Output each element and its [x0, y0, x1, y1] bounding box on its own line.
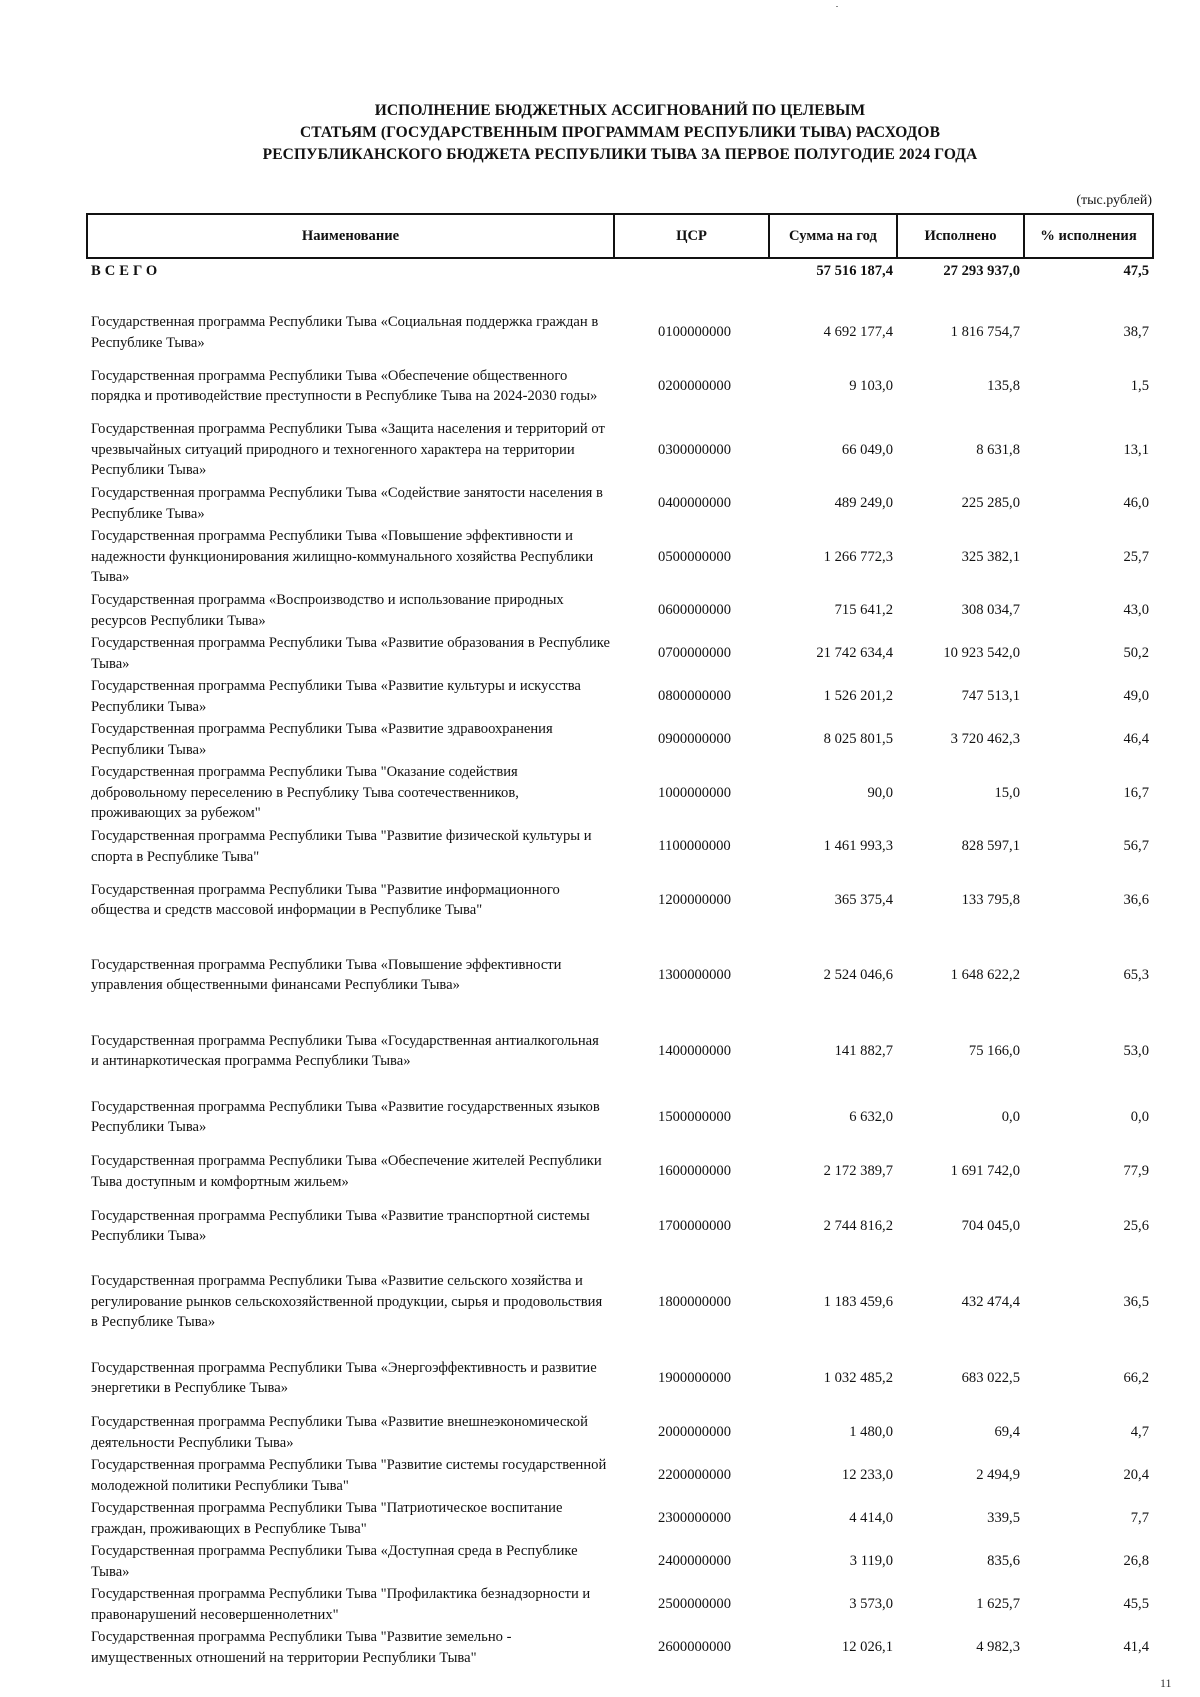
table-row	[87, 1626, 1153, 1669]
program-executed: 325 382,1	[961, 548, 1020, 565]
program-executed: 308 034,7	[961, 602, 1020, 619]
program-executed: 1 691 742,0	[950, 1163, 1020, 1180]
table-row	[87, 1084, 1153, 1150]
program-sum: 12 026,1	[841, 1639, 893, 1656]
table-row	[87, 418, 1153, 482]
program-name: Государственная программа Республики Тыва "Профилактика безнадзорности и правонарушений несовершеннолетних"	[91, 1586, 591, 1623]
program-sum: 1 266 772,3	[823, 548, 893, 565]
table-row	[87, 1018, 1153, 1084]
program-executed: 339,5	[987, 1510, 1020, 1527]
program-executed: 2 494,9	[976, 1467, 1020, 1484]
program-code: 2400000000	[658, 1553, 731, 1570]
program-name: Государственная программа Республики Тыва «Энергоэффективность и развитие энергетики в Республике Тыва»	[91, 1359, 597, 1396]
program-code: 0400000000	[658, 495, 731, 512]
program-sum: 2 172 389,7	[823, 1163, 893, 1180]
program-percent: 43,0	[1123, 602, 1149, 619]
program-sum: 1 526 201,2	[823, 688, 893, 705]
program-code: 0800000000	[658, 688, 731, 705]
program-name: Государственная программа Республики Тыва "Развитие системы государственной молодежной политики Республики Тыва"	[91, 1457, 607, 1494]
program-code: 1500000000	[658, 1108, 731, 1125]
program-percent: 7,7	[1130, 1510, 1149, 1527]
program-name: Государственная программа Республики Тыва "Развитие физической культуры и спорта в Республике Тыва"	[91, 828, 592, 865]
table-row	[87, 632, 1153, 675]
header-percent: % исполнения	[1024, 214, 1153, 258]
program-name: Государственная программа Республики Тыва "Развитие информационного общества и средств массовой информации в Республике Тыва"	[91, 881, 560, 918]
program-code: 2200000000	[658, 1467, 731, 1484]
program-executed: 10 923 542,0	[943, 645, 1020, 662]
page-mark: 11	[1160, 1676, 1172, 1690]
program-name: Государственная программа Республики Тыва «Развитие сельского хозяйства и регулирование рынков сельскохозяйственной продукции, сырья и продовольствия в Республике Тыва»	[91, 1273, 603, 1331]
program-code: 0300000000	[658, 441, 731, 458]
program-name: Государственная программа Республики Тыва "Патриотическое воспитание граждан, проживающих в Республике Тыва"	[91, 1500, 563, 1537]
program-name: Государственная программа Республики Тыва «Развитие здравоохранения Республики Тыва»	[91, 721, 553, 758]
program-code: 1000000000	[658, 784, 731, 801]
program-name: Государственная программа Республики Тыва «Защита населения и территорий от чрезвычайных ситуаций природного и техногенного характера на территории Республики Тыва»	[91, 421, 605, 479]
program-sum: 4 414,0	[849, 1510, 893, 1527]
program-sum: 3 573,0	[849, 1596, 893, 1613]
program-code: 2600000000	[658, 1639, 731, 1656]
program-sum: 2 744 816,2	[823, 1217, 893, 1234]
program-sum: 141 882,7	[834, 1042, 893, 1059]
program-percent: 65,3	[1123, 966, 1149, 983]
table-row	[87, 932, 1153, 1018]
program-name: Государственная программа Республики Тыва «Доступная среда в Республике Тыва»	[91, 1543, 578, 1580]
program-executed: 747 513,1	[961, 688, 1020, 705]
scan-artifact	[836, 6, 838, 7]
program-code: 1700000000	[658, 1217, 731, 1234]
program-percent: 25,7	[1123, 548, 1149, 565]
program-sum: 2 524 046,6	[823, 966, 893, 983]
total-percent: 47,5	[1123, 263, 1149, 279]
table-row	[87, 1497, 1153, 1540]
program-executed: 1 625,7	[976, 1596, 1020, 1613]
program-percent: 36,6	[1123, 891, 1149, 908]
program-name: Государственная программа Республики Тыва «Развитие государственных языков Республики Тыва»	[91, 1098, 600, 1135]
table-row	[87, 825, 1153, 868]
program-percent: 13,1	[1123, 441, 1149, 458]
table-row	[87, 718, 1153, 761]
total-name: ВСЕГО	[91, 263, 162, 279]
program-name: Государственная программа Республики Тыва «Развитие культуры и искусства Республики Тыва»	[91, 678, 581, 715]
program-sum: 1 183 459,6	[823, 1293, 893, 1310]
program-code: 0900000000	[658, 731, 731, 748]
program-name: Государственная программа Республики Тыва «Государственная антиалкогольная и антинаркотическая программа Республики Тыва»	[91, 1032, 599, 1069]
program-sum: 4 692 177,4	[823, 324, 893, 341]
title-line-3: РЕСПУБЛИКАНСКОГО БЮДЖЕТА РЕСПУБЛИКИ ТЫВА ЗА ПЕРВОЕ ПОЛУГОДИЕ 2024 ГОДА	[262, 146, 978, 163]
program-executed: 1 648 622,2	[950, 966, 1020, 983]
program-name: Государственная программа Республики Тыва «Развитие транспортной системы Республики Тыва»	[91, 1207, 590, 1244]
program-percent: 49,0	[1123, 688, 1149, 705]
program-percent: 38,7	[1123, 324, 1149, 341]
table-row	[87, 1454, 1153, 1497]
table-row	[87, 1150, 1153, 1193]
program-percent: 53,0	[1123, 1042, 1149, 1059]
program-percent: 4,7	[1130, 1424, 1149, 1441]
program-name: Государственная программа Республики Тыва "Оказание содействия добровольному переселению в Республику Тыва соотечественников, проживающих за рубежом"	[91, 764, 519, 822]
program-sum: 90,0	[867, 784, 893, 801]
program-percent: 77,9	[1123, 1163, 1149, 1180]
program-percent: 25,6	[1123, 1217, 1149, 1234]
program-sum: 3 119,0	[849, 1553, 893, 1570]
program-sum: 489 249,0	[834, 495, 893, 512]
program-executed: 704 045,0	[961, 1217, 1020, 1234]
program-code: 1800000000	[658, 1293, 731, 1310]
total-code	[614, 258, 769, 287]
program-executed: 683 022,5	[961, 1369, 1020, 1386]
document-title	[0, 100, 1200, 166]
program-code: 0600000000	[658, 602, 731, 619]
total-sum: 57 516 187,4	[816, 263, 893, 279]
program-name: Государственная программа Республики Тыва «Повышение эффективности и надежности функционирования жилищно-коммунального хозяйства Республики Тыва»	[91, 528, 594, 586]
header-name: Наименование	[87, 214, 614, 258]
program-executed: 75 166,0	[968, 1042, 1020, 1059]
header-executed: Исполнено	[897, 214, 1024, 258]
total-row	[87, 258, 1153, 287]
program-code: 1200000000	[658, 891, 731, 908]
program-sum: 6 632,0	[849, 1108, 893, 1125]
program-executed: 4 982,3	[976, 1639, 1020, 1656]
program-executed: 0,0	[1001, 1108, 1020, 1125]
table-row	[87, 354, 1153, 418]
program-code: 1100000000	[658, 838, 731, 855]
program-executed: 835,6	[987, 1553, 1020, 1570]
table-row	[87, 1193, 1153, 1259]
program-code: 1900000000	[658, 1369, 731, 1386]
program-code: 0200000000	[658, 377, 731, 394]
program-name: Государственная программа Республики Тыва «Развитие внешнеэкономической деятельности Республики Тыва»	[91, 1414, 588, 1451]
spacer-cell	[87, 287, 1153, 311]
program-executed: 69,4	[994, 1424, 1020, 1441]
table-header	[87, 214, 1153, 258]
program-name: Государственная программа Республики Тыва «Обеспечение общественного порядка и противодействие преступности в Республике Тыва на 2024-2030 годы»	[91, 367, 598, 404]
spacer-row	[87, 287, 1153, 311]
program-code: 2500000000	[658, 1596, 731, 1613]
table-row	[87, 1259, 1153, 1345]
program-executed: 3 720 462,3	[950, 731, 1020, 748]
program-percent: 16,7	[1123, 784, 1149, 801]
program-sum: 9 103,0	[849, 377, 893, 394]
table-row	[87, 868, 1153, 932]
program-sum: 66 049,0	[841, 441, 893, 458]
program-code: 2300000000	[658, 1510, 731, 1527]
header-code: ЦСР	[614, 214, 769, 258]
program-name: Государственная программа Республики Тыва «Социальная поддержка граждан в Республике Тыва»	[91, 314, 599, 351]
program-percent: 41,4	[1123, 1639, 1149, 1656]
program-sum: 21 742 634,4	[816, 645, 893, 662]
program-executed: 1 816 754,7	[950, 324, 1020, 341]
program-sum: 8 025 801,5	[823, 731, 893, 748]
table-row	[87, 311, 1153, 354]
table-row	[87, 1345, 1153, 1411]
program-name: Государственная программа «Воспроизводство и использование природных ресурсов Республики Тыва»	[91, 592, 564, 629]
program-sum: 1 480,0	[849, 1424, 893, 1441]
program-percent: 46,4	[1123, 731, 1149, 748]
table-row	[87, 525, 1153, 589]
table-row	[87, 1540, 1153, 1583]
table-body	[87, 258, 1153, 1669]
program-code: 0500000000	[658, 548, 731, 565]
program-name: Государственная программа Республики Тыва «Содействие занятости населения в Республике Тыва»	[91, 485, 603, 522]
program-executed: 133 795,8	[961, 891, 1020, 908]
program-executed: 828 597,1	[961, 838, 1020, 855]
program-percent: 50,2	[1123, 645, 1149, 662]
program-sum: 365 375,4	[834, 891, 893, 908]
program-sum: 12 233,0	[841, 1467, 893, 1484]
program-percent: 1,5	[1130, 377, 1149, 394]
program-executed: 432 474,4	[961, 1293, 1020, 1310]
program-percent: 45,5	[1123, 1596, 1149, 1613]
header-sum: Сумма на год	[769, 214, 897, 258]
title-line-2: СТАТЬЯМ (ГОСУДАРСТВЕННЫМ ПРОГРАММАМ РЕСПУБЛИКИ ТЫВА) РАСХОДОВ	[299, 124, 941, 141]
program-code: 0700000000	[658, 645, 731, 662]
program-code: 1400000000	[658, 1042, 731, 1059]
program-code: 1300000000	[658, 966, 731, 983]
program-percent: 20,4	[1123, 1467, 1149, 1484]
table-row	[87, 1411, 1153, 1454]
program-percent: 46,0	[1123, 495, 1149, 512]
units-label: (тыс.рублей)	[1076, 193, 1152, 208]
table-row	[87, 761, 1153, 825]
program-percent: 36,5	[1123, 1293, 1149, 1310]
program-percent: 56,7	[1123, 838, 1149, 855]
title-line-1: ИСПОЛНЕНИЕ БЮДЖЕТНЫХ АССИГНОВАНИЙ ПО ЦЕЛЕВЫМ	[374, 102, 866, 119]
program-executed: 8 631,8	[976, 441, 1020, 458]
budget-table	[86, 213, 1154, 1669]
program-name: Государственная программа Республики Тыва «Развитие образования в Республике Тыва»	[91, 635, 610, 672]
program-name: Государственная программа Республики Тыва «Обеспечение жителей Республики Тыва доступным и комфортным жильем»	[91, 1153, 602, 1190]
program-sum: 715 641,2	[834, 602, 893, 619]
program-code: 0100000000	[658, 324, 731, 341]
table-row	[87, 675, 1153, 718]
total-executed: 27 293 937,0	[943, 263, 1020, 279]
program-name: Государственная программа Республики Тыва "Развитие земельно - имущественных отношений на территории Республики Тыва"	[91, 1629, 512, 1666]
program-executed: 15,0	[994, 784, 1020, 801]
table-row	[87, 1583, 1153, 1626]
program-executed: 135,8	[987, 377, 1020, 394]
program-name: Государственная программа Республики Тыва «Повышение эффективности управления общественными финансами Республики Тыва»	[91, 956, 562, 993]
table-row	[87, 589, 1153, 632]
program-percent: 26,8	[1123, 1553, 1149, 1570]
program-code: 2000000000	[658, 1424, 731, 1441]
table-row	[87, 482, 1153, 525]
program-percent: 0,0	[1130, 1108, 1149, 1125]
program-percent: 66,2	[1123, 1369, 1149, 1386]
program-sum: 1 032 485,2	[823, 1369, 893, 1386]
program-sum: 1 461 993,3	[823, 838, 893, 855]
program-executed: 225 285,0	[961, 495, 1020, 512]
program-code: 1600000000	[658, 1163, 731, 1180]
